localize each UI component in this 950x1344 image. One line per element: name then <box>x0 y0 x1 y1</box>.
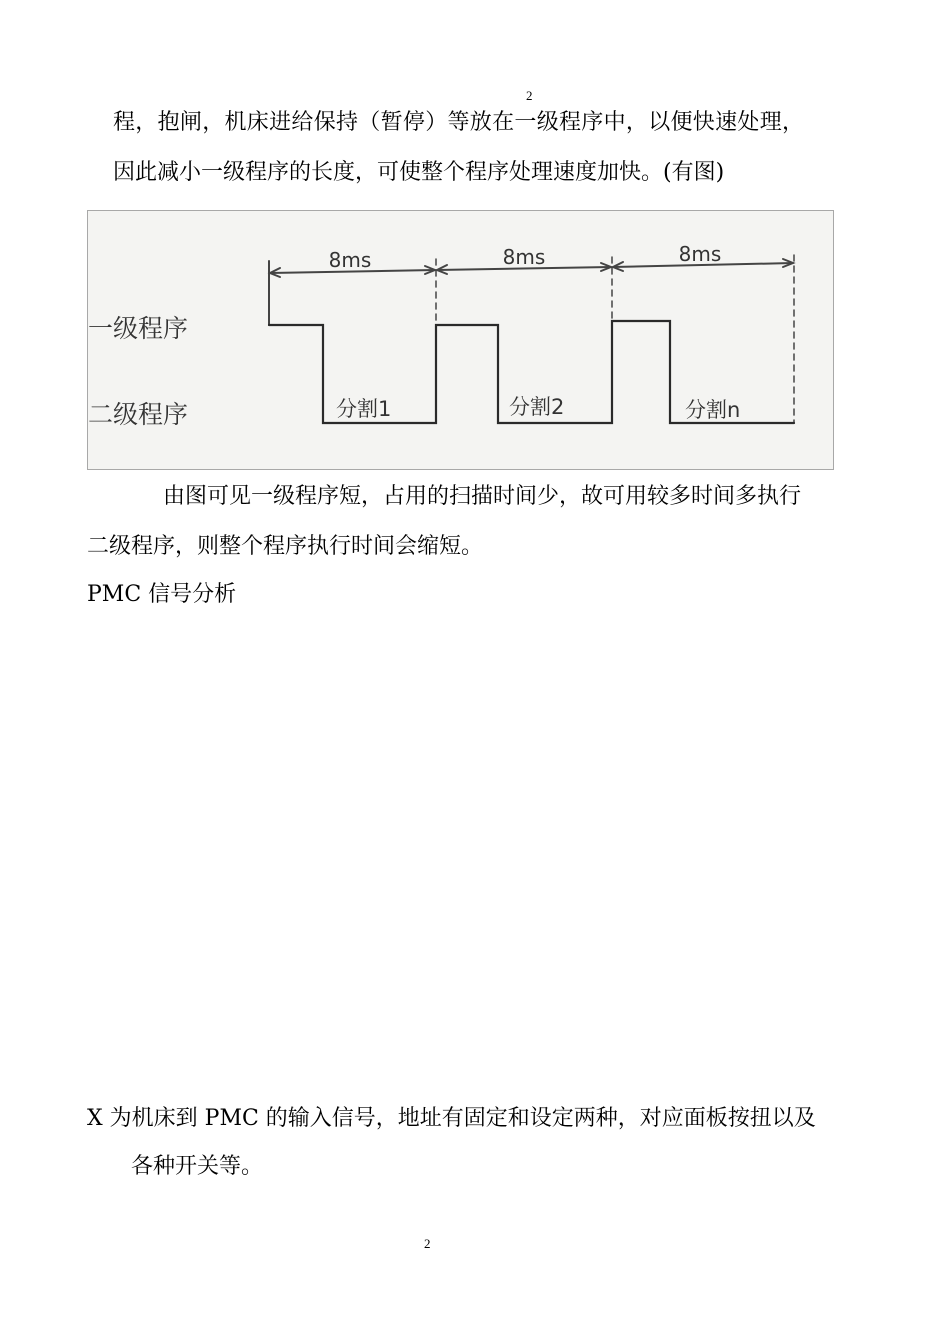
interval-label-3: 8ms <box>678 242 722 266</box>
section-heading: PMC 信号分析 <box>87 582 237 607</box>
page-number-bottom: 2 <box>424 1236 431 1251</box>
interval-label-1: 8ms <box>328 248 372 272</box>
paragraph-2-line-1: 由图可见一级程序短，占用的扫描时间少，故可用较多时间多执行 <box>163 484 802 509</box>
paragraph-3-line-1: X 为机床到 PMC 的输入信号，地址有固定和设定两种，对应面板按扭以及 <box>87 1106 816 1131</box>
segment-label-2: 分割2 <box>509 395 565 419</box>
interval-label-2: 8ms <box>502 245 546 269</box>
paragraph-1-line-2: 因此减小一级程序的长度，可使整个程序处理速度加快。(有图) <box>113 160 725 185</box>
timing-diagram-figure <box>87 210 834 470</box>
paragraph-2-line-2: 二级程序，则整个程序执行时间会缩短。 <box>87 534 484 559</box>
paragraph-3-line-2: 各种开关等。 <box>131 1154 264 1179</box>
segment-label-1: 分割1 <box>336 397 392 421</box>
segment-label-n: 分割n <box>685 398 741 422</box>
level-2-program-label: 二级程序 <box>88 400 189 429</box>
page-number-top: 2 <box>526 88 533 103</box>
timing-diagram <box>88 211 835 471</box>
paragraph-1-line-1: 程，抱闸，机床进给保持（暂停）等放在一级程序中，以便快速处理， <box>113 110 805 135</box>
level-1-program-label: 一级程序 <box>88 314 189 343</box>
